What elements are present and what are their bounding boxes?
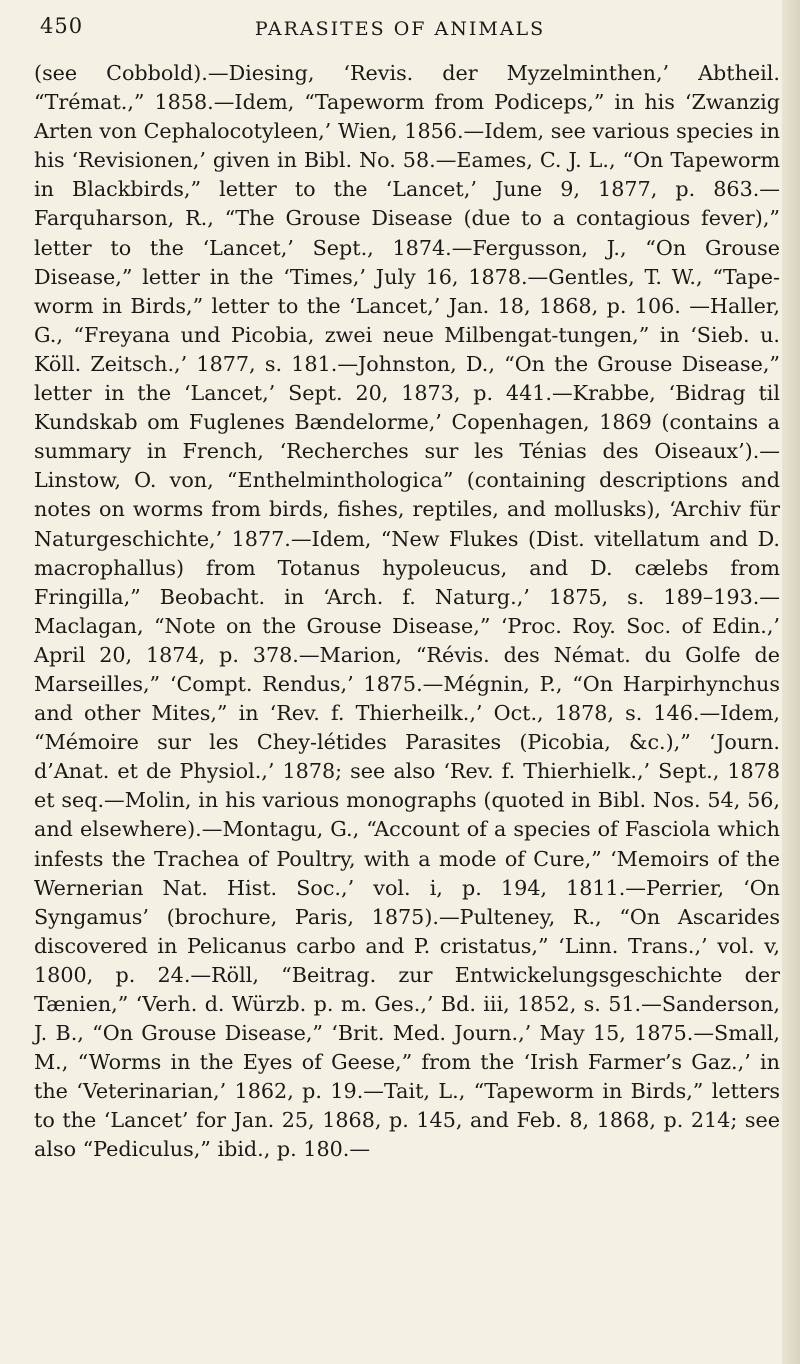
page-edge: [782, 0, 800, 1364]
bibliography-text: (see Cobbold).—Diesing, ‘Revis. der Myzelminthen,’ Abtheil. “Trémat.,” 1858.—Idem, “Tapeworm from Podiceps,” in his ‘Zwanzig Arten von Cephalocotyleen,’ Wien, 1856.—Idem, see various species in his ‘Revisionen,’ given in Bibl. No. 58.—Eames, C. J. L., “On Tapeworm in Blackbirds,” letter to the ‘Lancet,’ June 9, 1877, p. 863.—Farquharson, R., “The Grouse Disease (due to a contagious fever),” letter to the ‘Lancet,’ Sept., 1874.—Fergusson, J., “On Grouse Disease,” letter in the ‘Times,’ July 16, 1878.—Gentles, T. W., “Tape-worm in Birds,” letter to the ‘Lancet,’ Jan. 18, 1868, p. 106. —Haller, G., “Freyana und Picobia, zwei neue Milbengat-tungen,” in ‘Sieb. u. Köll. Zeitsch.,’ 1877, s. 181.—Johnston, D., “On the Grouse Disease,” letter in the ‘Lancet,’ Sept. 20, 1873, p. 441.—Krabbe, ‘Bidrag til Kundskab om Fuglenes Bændelorme,’ Copenhagen, 1869 (contains a summary in French, ‘Recherches sur les Ténias des Oiseaux’).—Linstow, O. von, “Enthelminthologica” (containing descriptions and notes on worms from birds, fishes, reptiles, and mollusks), ‘Archiv für Naturgeschichte,’ 1877.—Idem, “New Flukes (Dist. vitellatum and D. macrophallus) from Totanus hypoleucus, and D. cælebs from Fringilla,” Beobacht. in ‘Arch. f. Naturg.,’ 1875, s. 189–193.—Maclagan, “Note on the Grouse Disease,” ‘Proc. Roy. Soc. of Edin.,’ April 20, 1874, p. 378.—Marion, “Révis. des Némat. du Golfe de Marseilles,” ‘Compt. Rendus,’ 1875.—Mégnin, P., “On Harpirhynchus and other Mites,” in ‘Rev. f. Thierheilk.,’ Oct., 1878, s. 146.—Idem, “Mémoire sur les Chey-létides Parasites (Picobia, &c.),” ‘Journ. d’Anat. et de Physiol.,’ 1878; see also ‘Rev. f. Thierhielk.,’ Sept., 1878 et seq.—Molin, in his various monographs (quoted in Bibl. Nos. 54, 56, and elsewhere).—Montagu, G., “Account of a species of Fasciola which infests the Trachea of Poultry, with a mode of Cure,” ‘Memoirs of the Wernerian Nat. Hist. Soc.,’ vol. i, p. 194, 1811.—Perrier, ‘On Syngamus’ (brochure, Paris, 1875).—Pulteney, R., “On Ascarides discovered in Pelicanus carbo and P. cristatus,” ‘Linn. Trans.,’ vol. v, 1800, p. 24.—Röll, “Beitrag. zur Entwickelungsgeschichte der Tænien,” ‘Verh. d. Würzb. p. m. Ges.,’ Bd. iii, 1852, s. 51.—Sanderson, J. B., “On Grouse Disease,” ‘Brit. Med. Journ.,’ May 15, 1875.—Small, M., “Worms in the Eyes of Geese,” from the ‘Irish Farmer’s Gaz.,’ in the ‘Veterinarian,’ 1862, p. 19.—Tait, L., “Tapeworm in Birds,” letters to the ‘Lancet’ for Jan. 25, 1868, p. 145, and Feb. 8, 1868, p. 214; see also “Pediculus,” ibid., p. 180.—: [34, 61, 780, 1162]
page-header: [40, 10, 760, 46]
running-title: PARASITES OF ANIMALS: [254, 18, 546, 40]
page-number: 450: [40, 14, 84, 38]
